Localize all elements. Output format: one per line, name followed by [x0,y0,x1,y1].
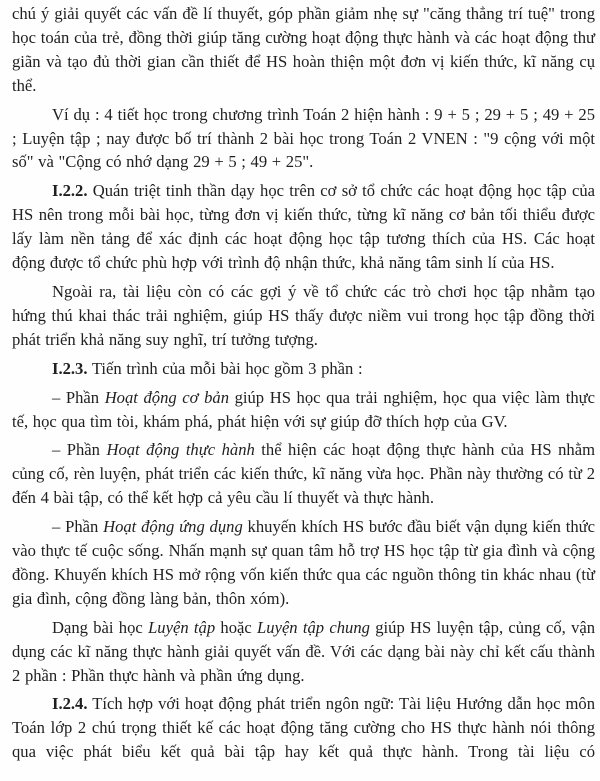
text-run: hoặc [215,617,258,637]
emphasis-text: Hoạt động cơ bản [104,387,229,407]
paragraph [12,179,595,275]
text-run: – Phần [52,517,104,537]
document-content [12,2,595,764]
emphasis-text: Luyện tập [148,617,216,637]
paragraph [12,692,595,764]
paragraph [12,2,595,98]
section-number: I.2.4. [52,694,88,714]
text-run: khuyến khích HS bước đầu biết vận dụng kiến thức vào thực tế cuộc sống. Nhấn mạnh sự quan tâm hỗ trợ HS học tập từ gia đình và cộng đồng. Khuyến khích HS mở rộng vốn kiến thức qua các nguồn thông tin khác nhau (từ gia đình, cộng đồng làng bản, thôn xóm). [12,517,596,608]
paragraph [12,103,595,175]
text-run: Tiến trình của mỗi bài học gồm 3 phần : [87,358,363,378]
text-run: thể hiện các hoạt động thực hành của HS nhằm củng cố, rèn luyện, phát triển các kiến thức, kĩ năng vừa học. Phần này thường có từ 2 đến 4 bài tập, có thể kết hợp cả yêu cầu lí thuyết và thực hành. [12,440,595,508]
section-number: I.2.3. [52,358,88,378]
text-run: Ví dụ : 4 tiết học trong chương trình Toán 2 hiện hành : 9 + 5 ; 29 + 5 ; 49 + 25 ; Luyện tập ; nay được bố trí thành 2 bài học trong Toán 2 VNEN : "9 cộng với một số" và "Cộng có nhớ dạng 29 + 5 ; 49 + 25". [12,104,595,172]
text-run: Ngoài ra, tài liệu còn có các gợi ý về tổ chức các trò chơi học tập nhằm tạo hứng thú khai thác trải nghiệm, giúp HS thấy được niềm vui trong học tập đồng thời phát triển khả năng suy nghĩ, trí tưởng tượng. [12,281,595,349]
text-run: giúp HS học qua trải nghiệm, học qua việc làm thực tế, học qua tìm tòi, khám phá, phát hiện với sự giúp đỡ thích hợp của GV. [12,387,595,431]
text-run: Tích hợp với hoạt động phát triển ngôn ngữ: Tài liệu Hướng dẫn học môn Toán lớp 2 chú trọng thiết kế các hoạt động tăng cường cho HS thực hành nói thông qua việc phát biểu kết quả bài tập hay kết quả thực hành. Trong tài liệu có [12,694,595,762]
emphasis-text: Luyện tập chung [257,617,370,637]
emphasis-text: Hoạt động ứng dụng [103,517,243,537]
paragraph [12,386,595,434]
paragraph [12,616,595,688]
text-run: – Phần [52,440,107,460]
section-number: I.2.2. [52,181,88,201]
paragraph [12,438,595,510]
text-run: Dạng bài học [52,617,149,637]
paragraph [12,280,595,352]
emphasis-text: Hoạt động thực hành [106,440,255,460]
text-run: chú ý giải quyết các vấn đề lí thuyết, góp phần giảm nhẹ sự "căng thẳng trí tuệ" trong học toán của trẻ, đồng thời giúp tăng cường hoạt động thực hành và các hoạt động thư giãn và tạo đủ thời gian cần thiết để HS hoàn thiện một đơn vị kiến thức, kĩ năng cụ thể. [12,4,595,95]
paragraph [12,515,595,611]
paragraph [12,357,595,381]
text-run: giúp HS luyện tập, củng cố, vận dụng các kĩ năng thực hành giải quyết vấn đề. Với các dạng bài này chỉ kết cấu thành 2 phần : Phần thực hành và phần ứng dụng. [12,617,596,685]
text-run: – Phần [52,387,105,407]
text-run: Quán triệt tinh thần dạy học trên cơ sở tổ chức các hoạt động học tập của HS nên trong mỗi bài học, từng đơn vị kiến thức, từng kĩ năng cơ bản tối thiểu được lấy làm nền tảng để xác định các hoạt động học tập tương thích của HS. Các hoạt động được tổ chức phù hợp với trình độ nhận thức, khả năng tâm sinh lí của HS. [12,181,595,273]
